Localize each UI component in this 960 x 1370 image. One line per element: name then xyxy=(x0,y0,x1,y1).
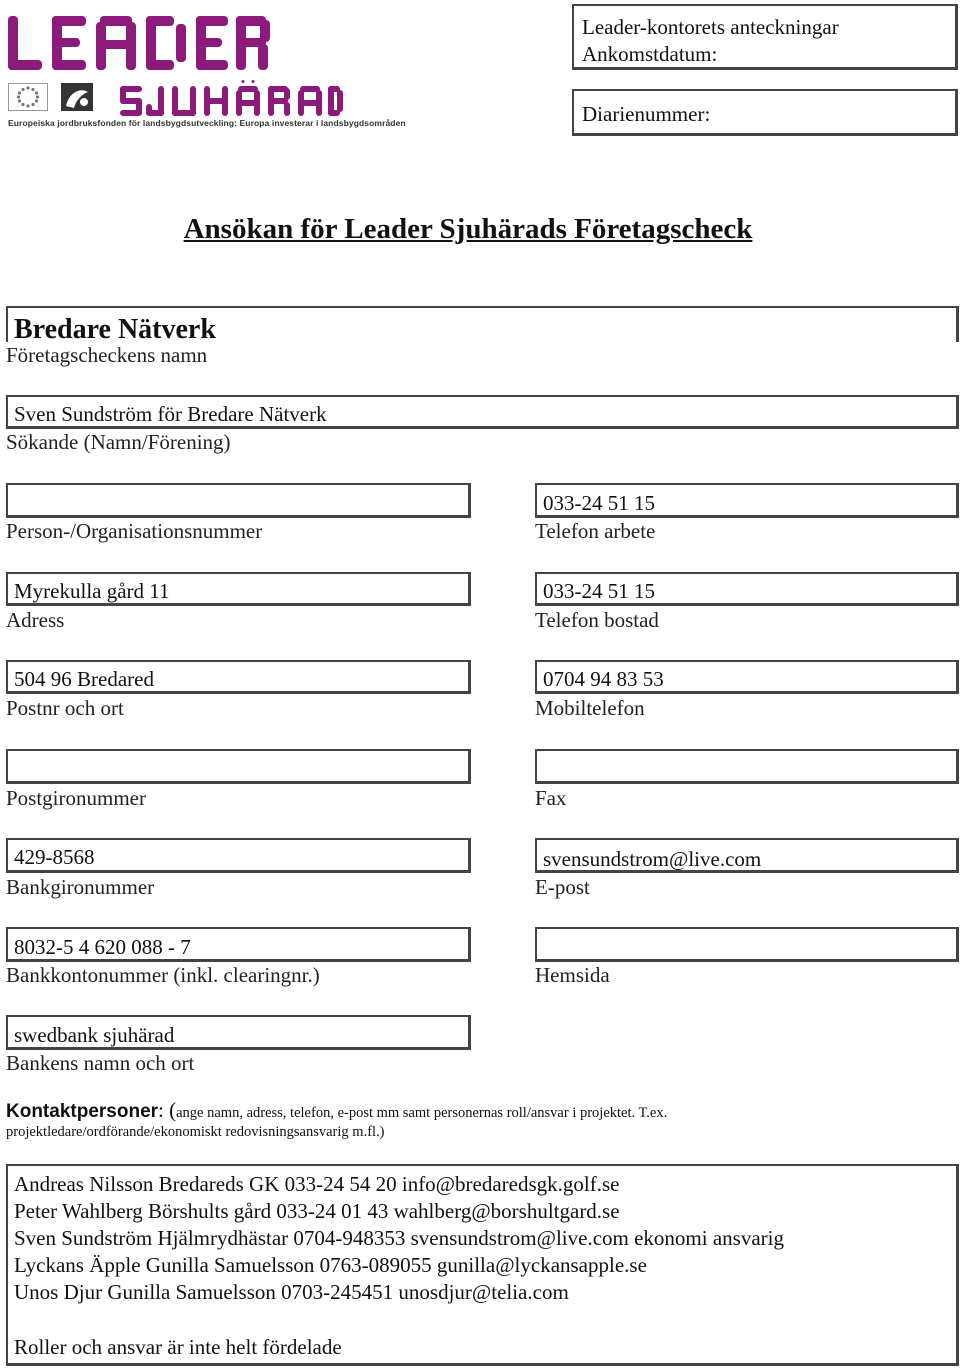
bank-name-field[interactable] xyxy=(6,1015,471,1050)
postal-field[interactable] xyxy=(6,660,471,694)
contact-note: Roller och ansvar är inte helt fördelade xyxy=(14,1335,342,1359)
phone-work-value: 033-24 51 15 xyxy=(543,491,655,515)
logo-caption: Europeiska jordbruksfonden för landsbygdsutveckling: Europa investerar i landsbygdsområden xyxy=(8,118,406,128)
bank-account-value: 8032-5 4 620 088 - 7 xyxy=(14,935,191,959)
contacts-instructions-1: ange namn, adress, telefon, e-post mm samt personernas roll/ansvar i projektet. T.ex. xyxy=(176,1105,668,1121)
diary-number-label: Diarienummer: xyxy=(582,102,711,126)
diary-number-box xyxy=(572,89,958,136)
address-label: Adress xyxy=(6,608,65,632)
postgiro-field[interactable] xyxy=(6,749,471,784)
email-value: svensundstrom@live.com xyxy=(543,847,762,871)
mobile-label: Mobiltelefon xyxy=(535,696,645,720)
page-title: Ansökan för Leader Sjuhärads Företagscheck xyxy=(183,213,753,245)
applicant-field[interactable] xyxy=(6,395,959,429)
contact-line: Sven Sundström Hjälmrydhästar 0704-948353 svensundstrom@live.com ekonomi ansvarig xyxy=(14,1226,784,1250)
contact-line: Lyckans Äpple Gunilla Samuelsson 0763-089055 gunilla@lyckansapple.se xyxy=(14,1253,647,1277)
sjuharad-wordmark-logo xyxy=(118,80,344,120)
bank-account-field[interactable] xyxy=(6,927,471,962)
mobile-field[interactable] xyxy=(535,660,959,694)
applicant-value: Sven Sundström för Bredare Nätverk xyxy=(14,402,327,426)
contact-line: Unos Djur Gunilla Samuelsson 0703-245451 unosdjur@telia.com xyxy=(14,1280,569,1304)
contacts-heading-colon: : ( xyxy=(158,1098,177,1122)
phone-home-label: Telefon bostad xyxy=(535,608,659,632)
fax-label: Fax xyxy=(535,786,567,810)
contacts-textarea[interactable] xyxy=(6,1164,959,1366)
bank-name-value: swedbank sjuhärad xyxy=(14,1023,175,1047)
contact-line: Peter Wahlberg Börshults gård 033-24 01 43 wahlberg@borshultgard.se xyxy=(14,1199,620,1223)
contacts-heading xyxy=(6,1098,667,1123)
website-label: Hemsida xyxy=(535,963,610,987)
website-field[interactable] xyxy=(535,927,959,962)
phone-work-label: Telefon arbete xyxy=(535,519,656,543)
contacts-instructions-2: projektledare/ordförande/ekonomiskt redovisningsansvarig m.fl.) xyxy=(6,1124,385,1140)
phone-home-value: 033-24 51 15 xyxy=(543,579,655,603)
check-name-label: Företagscheckens namn xyxy=(6,343,208,367)
phone-home-field[interactable] xyxy=(535,572,959,606)
office-notes-label: Leader-kontorets anteckningar xyxy=(582,15,839,39)
bank-account-label: Bankkontonummer (inkl. clearingnr.) xyxy=(6,963,320,987)
office-notes-box xyxy=(572,4,958,70)
mobile-value: 0704 94 83 53 xyxy=(543,667,664,691)
phone-work-field[interactable] xyxy=(535,483,959,518)
address-value: Myrekulla gård 11 xyxy=(14,579,170,603)
leader-emblem-icon xyxy=(60,82,94,112)
arrival-date-label: Ankomstdatum: xyxy=(582,42,718,66)
bank-name-label: Bankens namn och ort xyxy=(6,1051,195,1075)
email-field[interactable] xyxy=(535,838,959,873)
org-number-label: Person-/Organisationsnummer xyxy=(6,519,263,543)
bankgiro-label: Bankgironummer xyxy=(6,875,155,899)
postgiro-label: Postgironummer xyxy=(6,786,146,810)
postal-value: 504 96 Bredared xyxy=(14,667,154,691)
fax-field[interactable] xyxy=(535,749,959,784)
postal-label: Postnr och ort xyxy=(6,696,124,720)
email-label: E-post xyxy=(535,875,590,899)
org-number-field[interactable] xyxy=(6,483,471,518)
applicant-label: Sökande (Namn/Förening) xyxy=(6,430,231,454)
bankgiro-field[interactable] xyxy=(6,838,471,873)
address-field[interactable] xyxy=(6,572,471,606)
contacts-heading-title: Kontaktpersoner xyxy=(6,1101,159,1122)
leader-wordmark-logo xyxy=(4,12,274,74)
check-name-value: Bredare Nätverk xyxy=(14,314,216,345)
eu-flag-icon xyxy=(8,83,48,111)
bankgiro-value: 429-8568 xyxy=(14,845,95,869)
contact-line: Andreas Nilsson Bredareds GK 033-24 54 20 info@bredaredsgk.golf.se xyxy=(14,1172,620,1196)
